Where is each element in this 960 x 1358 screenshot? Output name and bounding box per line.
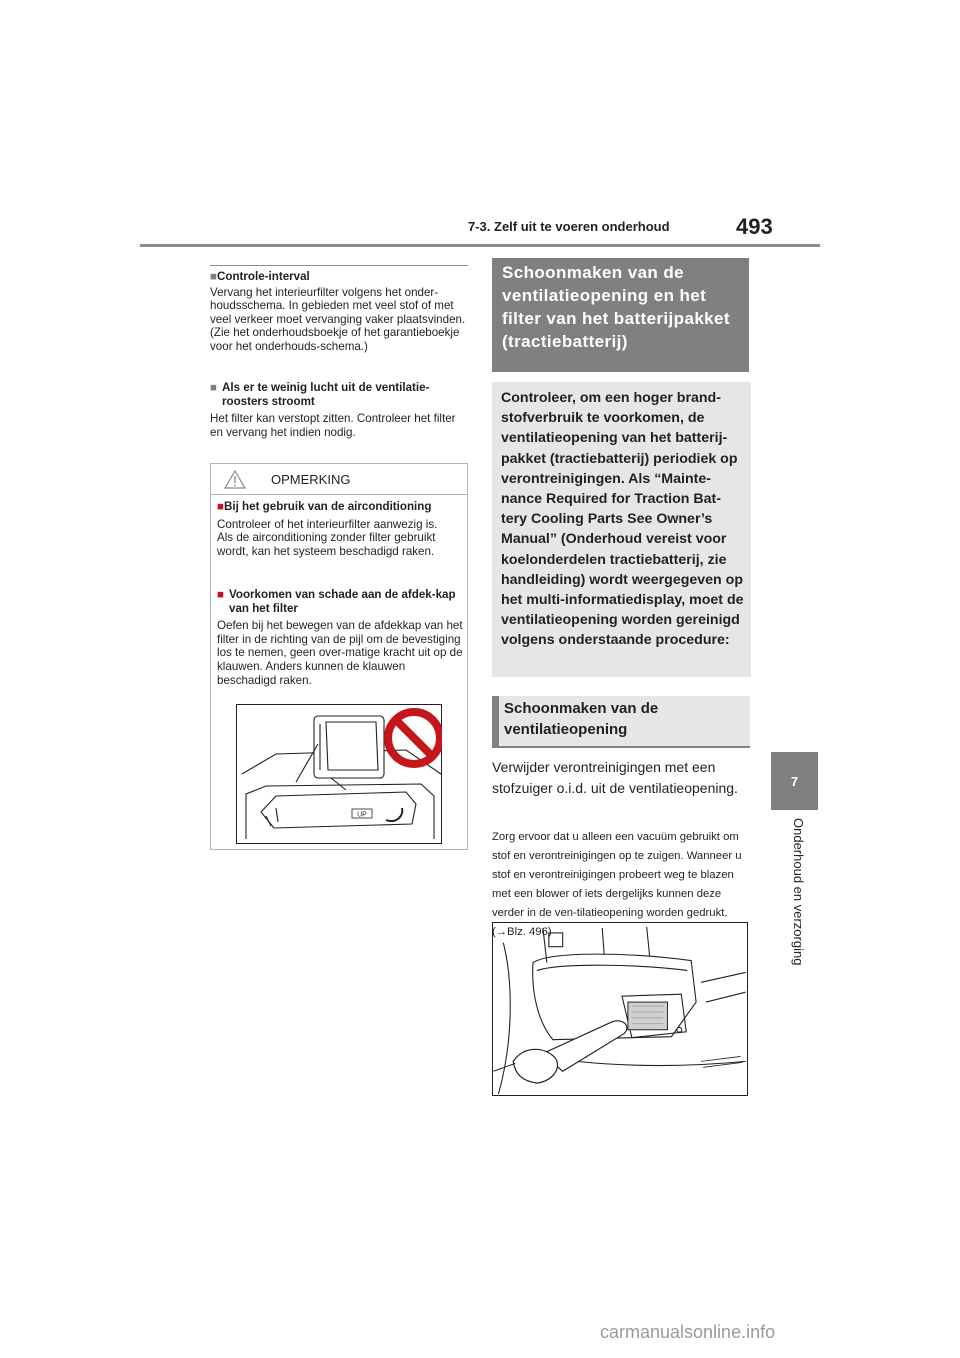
info-controle-interval — [210, 270, 468, 354]
chapter-number: 7 — [790, 773, 799, 789]
item-heading: ■ Als er te weinig lucht uit de ventilatie-roosters stroomt — [210, 381, 430, 408]
bullet-square-icon: ■ — [210, 270, 218, 283]
note-title: OPMERKING — [271, 472, 351, 487]
note-item-afdekkap — [217, 588, 465, 687]
item-heading: ■ Voorkomen van schade aan de afdek-kap van het filter — [217, 588, 456, 615]
chapter-tab — [771, 752, 818, 810]
header-rule — [140, 244, 820, 247]
intro-box: Controleer, om een hoger brand-stofverbruik te voorkomen, de ventilatieopening van het batterij-pakket (tractiebatterij) periodiek op verontreinigingen. Als “Mainte-nance Required for Traction Bat-tery Cooling Parts See Owner’s Manual” (Onderhoud vereist voor koelonderdelen tractiebatterij, zie handleiding) wordt weergegeven op het multi-informatiedisplay, moet de ventilatieopening worden gereinigd volgens onderstaande procedure: — [492, 382, 751, 677]
bullet-square-icon: ■ — [217, 500, 225, 513]
page-number: 493 — [736, 214, 773, 239]
bullet-square-icon: ■ — [210, 381, 218, 394]
item-body-a: Controleer of het interieurfilter aanwezig is. — [217, 517, 438, 531]
filter-cover-illustration — [236, 704, 442, 844]
section-title: 7-3. Zelf uit te voeren onderhoud — [468, 219, 670, 234]
item-body: Het filter kan verstopt zitten. Controleer het filter en vervang het indien nodig. — [210, 412, 456, 439]
item-heading: ■Controle-interval — [210, 270, 310, 283]
subheading-ventilatieopening: Schoonmaken van de ventilatieopening — [492, 696, 750, 748]
section-heading-batterijpakket: Schoonmaken van de ventilatieopening en het filter van het batterijpakket (tractiebatterij) — [492, 258, 749, 372]
step-text: Verwijder verontreinigingen met een stofzuiger o.i.d. uit de ventilatieopening. — [492, 759, 738, 796]
info-weinig-lucht — [210, 381, 468, 439]
bullet-square-icon: ■ — [217, 588, 225, 601]
note-box — [210, 463, 468, 850]
item-body: Oefen bij het bewegen van de afdekkap van het filter in de richting van de pijl om de bevestiging los te nemen, geen over-matige kracht uit op de klauwen. Anders kunnen de klauwen beschadigd raken. — [217, 619, 463, 687]
watermark: carmanualsonline.info — [600, 1322, 776, 1342]
left-top-rule — [210, 265, 468, 266]
warning-triangle-icon — [224, 470, 246, 489]
note-item-airco — [217, 500, 465, 558]
chapter-title: Onderhoud en verzorging — [791, 818, 806, 966]
item-heading: ■Bij het gebruik van de airconditioning — [217, 500, 432, 513]
up-label: UP — [357, 811, 367, 819]
note-header — [211, 464, 467, 495]
detail-text: Zorg ervoor dat u alleen een vacuüm gebruikt om stof en verontreinigingen op te zuigen. Wanneer u stof en verontreinigingen probeert weg te blazen met een blower of iets dergelijks kunnen deze verder in de ven-tilatieopening worden gedrukt. (→Blz. 496) — [492, 831, 742, 938]
item-body: Vervang het interieurfilter volgens het onder-houdsschema. In gebieden met veel stof of met veel verkeer moet vervanging vaker plaatsvinden. (Zie het onderhoudsboekje of het garantieboekje voor het onderhouds-schema.) — [210, 285, 466, 353]
item-body-b: Als de airconditioning zonder filter gebruikt wordt, kan het systeem beschadigd raken. — [217, 531, 436, 558]
vacuum-vent-illustration — [492, 922, 748, 1096]
